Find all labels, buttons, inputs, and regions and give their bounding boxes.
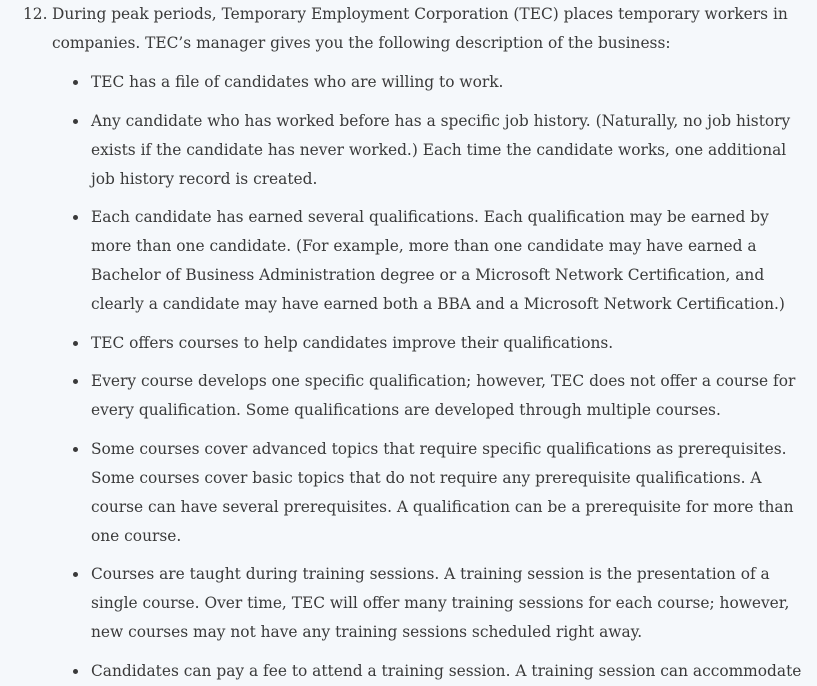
list-item-text: Each candidate has earned several qualifications. Each qualification may be earned by more than one candidate. (For example, more than one candidate may have earned a Bachelor of Business Administration degree or a Microsoft Network Certification, and clearly a candidate may have earned both a BBA and a Microsoft Network Certification.) <box>91 208 785 313</box>
list-item <box>0 68 817 97</box>
bullet-dot-icon <box>73 379 78 384</box>
list-item <box>0 560 817 647</box>
question-number: 12. <box>23 5 48 23</box>
list-item <box>0 329 817 358</box>
list-item <box>0 367 817 425</box>
bullet-dot-icon <box>73 669 78 674</box>
bullet-dot-icon <box>73 80 78 85</box>
list-item <box>0 107 817 194</box>
bullet-dot-icon <box>73 341 78 346</box>
list-item-text: Candidates can pay a fee to attend a training session. A training session can accommodate <box>91 661 802 680</box>
question-block <box>0 0 817 58</box>
list-item-text: Courses are taught during training sessions. A training session is the presentation of a single course. Over time, TEC will offer many training sessions for each course; however, new courses may not have any training sessions scheduled right away. <box>91 565 790 641</box>
list-item <box>0 435 817 551</box>
bullet-dot-icon <box>73 572 78 577</box>
list-item-text: TEC has a file of candidates who are willing to work. <box>91 73 504 91</box>
list-item-text: Any candidate who has worked before has a specific job history. (Naturally, no job history exists if the candidate has never worked.) Each time the candidate works, one additional job history record is created. <box>91 111 791 188</box>
list-item <box>0 657 817 686</box>
bullet-dot-icon <box>73 447 78 452</box>
list-item-text: TEC offers courses to help candidates improve their qualifications. <box>91 333 614 352</box>
list-item-text: Some courses cover advanced topics that require specific qualifications as prerequisites. Some courses cover basic topics that do not require any prerequisite qualifications. A course can have several prerequisites. A qualification can be a prerequisite for more than one course. <box>91 439 794 545</box>
list-item <box>0 203 817 319</box>
bullet-dot-icon <box>73 215 78 220</box>
question-intro: During peak periods, Temporary Employment Corporation (TEC) places temporary workers in companies. TEC’s manager gives you the following description of the business: <box>52 5 788 52</box>
list-item-text: Every course develops one specific qualification; however, TEC does not offer a course for every qualification. Some qualifications are developed through multiple courses. <box>91 372 796 419</box>
bullet-dot-icon <box>73 119 78 124</box>
requirements-list <box>0 68 817 686</box>
